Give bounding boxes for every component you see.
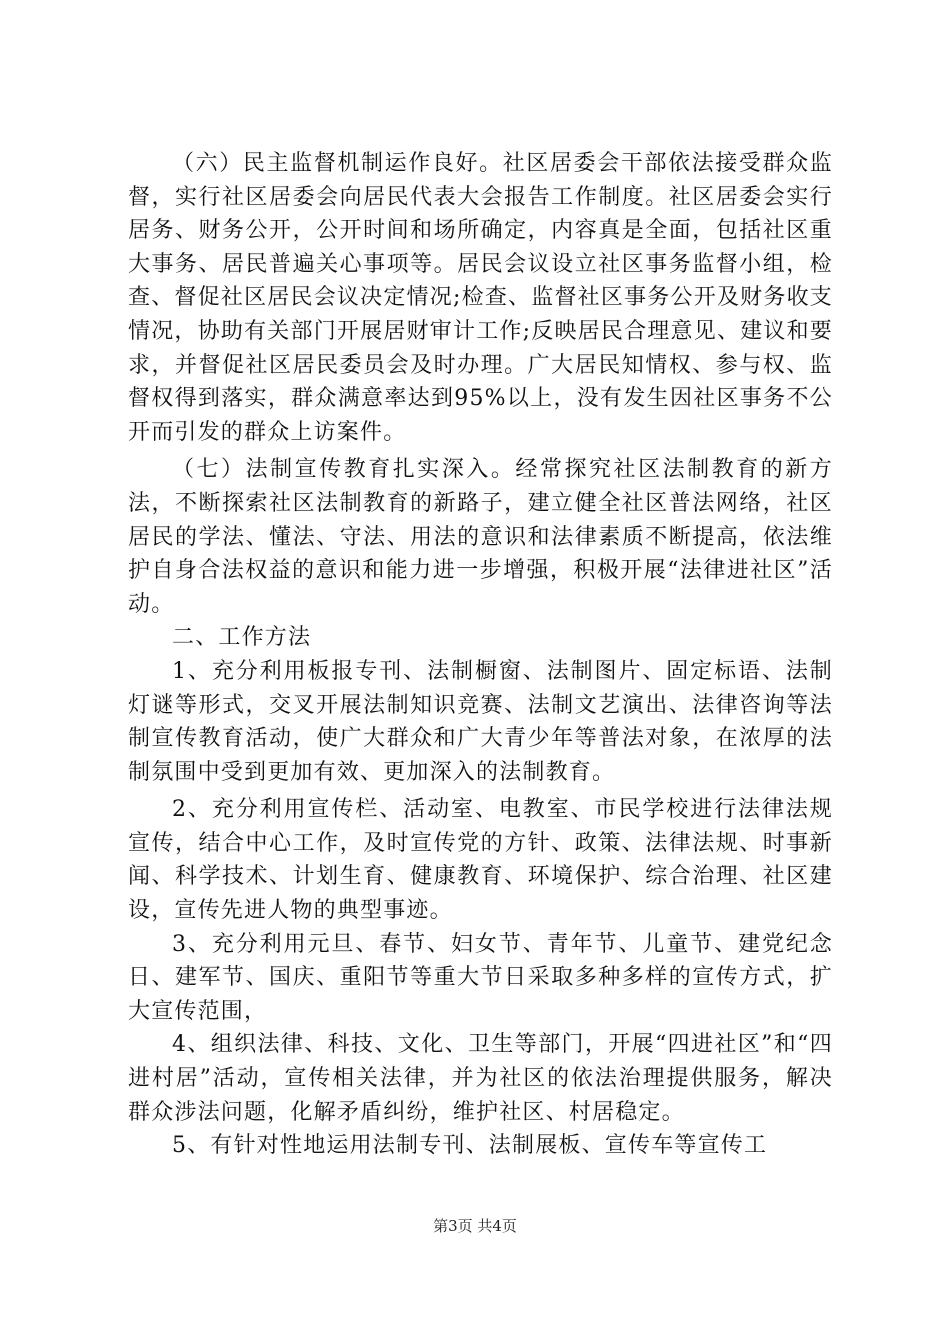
section-heading-work-methods: 二、工作方法 — [172, 625, 312, 651]
paragraph-method-5: 5、有针对性地运用法制专刊、法制展板、宣传车等宣传工 — [172, 1133, 768, 1159]
paragraph-method-1: 1、充分利用板报专刊、法制橱窗、法制图片、固定标语、法制灯谜等形式，交叉开展法制知识竞赛、法制文艺演出、法律咨询等法制宣传教育活动，使广大群众和广大青少年等普法对象，在浓厚的法制氛围中受到更加有效、更加深入的法制教育。 — [128, 658, 833, 785]
paragraph-supervision: （六）民主监督机制运作良好。社区居委会干部依法接受群众监督，实行社区居委会向居民代表大会报告工作制度。社区居委会实行居务、财务公开，公开时间和场所确定，内容真是全面，包括社区重大事务、居民普遍关心事项等。居民会议设立社区事务监督小组，检查、督促社区居民会议决定情况;检查、监督社区事务公开及财务收支情况，协助有关部门开展居财审计工作;反映居民合理意见、建议和要求，并督促社区居民委员会及时办理。广大居民知情权、参与权、监督权得到落实，群众满意率达到95%以上，没有发生因社区事务不公开而引发的群众上访案件。 — [128, 151, 833, 445]
paragraph-method-2: 2、充分利用宣传栏、活动室、电教室、市民学校进行法律法规宣传，结合中心工作，及时宣传党的方针、政策、法律法规、时事新闻、科学技术、计划生育、健康教育、环境保护、综合治理、社区建设，宣传先进人物的典型事迹。 — [128, 797, 833, 924]
document-body — [128, 147, 833, 1163]
page-footer: 第3页 共4页 — [433, 1217, 517, 1235]
paragraph-method-3: 3、充分利用元旦、春节、妇女节、青年节、儿童节、建党纪念日、建军节、国庆、重阳节等重大节日采取多种多样的宣传方式，扩大宣传范围， — [128, 931, 833, 1024]
paragraph-legal-education: （七）法制宣传教育扎实深入。经常探究社区法制教育的新方法，不断探索社区法制教育的新路子，建立健全社区普法网络，社区居民的学法、懂法、守法、用法的意识和法律素质不断提高，依法维护自身合法权益的意识和能力进一步增强，积极开展“法律进社区”活动。 — [128, 457, 833, 617]
paragraph-method-4: 4、组织法律、科技、文化、卫生等部门，开展“四进社区”和“四进村居”活动，宣传相关法律，并为社区的依法治理提供服务，解决群众涉法问题，化解矛盾纠纷，维护社区、村居稳定。 — [128, 1032, 833, 1125]
